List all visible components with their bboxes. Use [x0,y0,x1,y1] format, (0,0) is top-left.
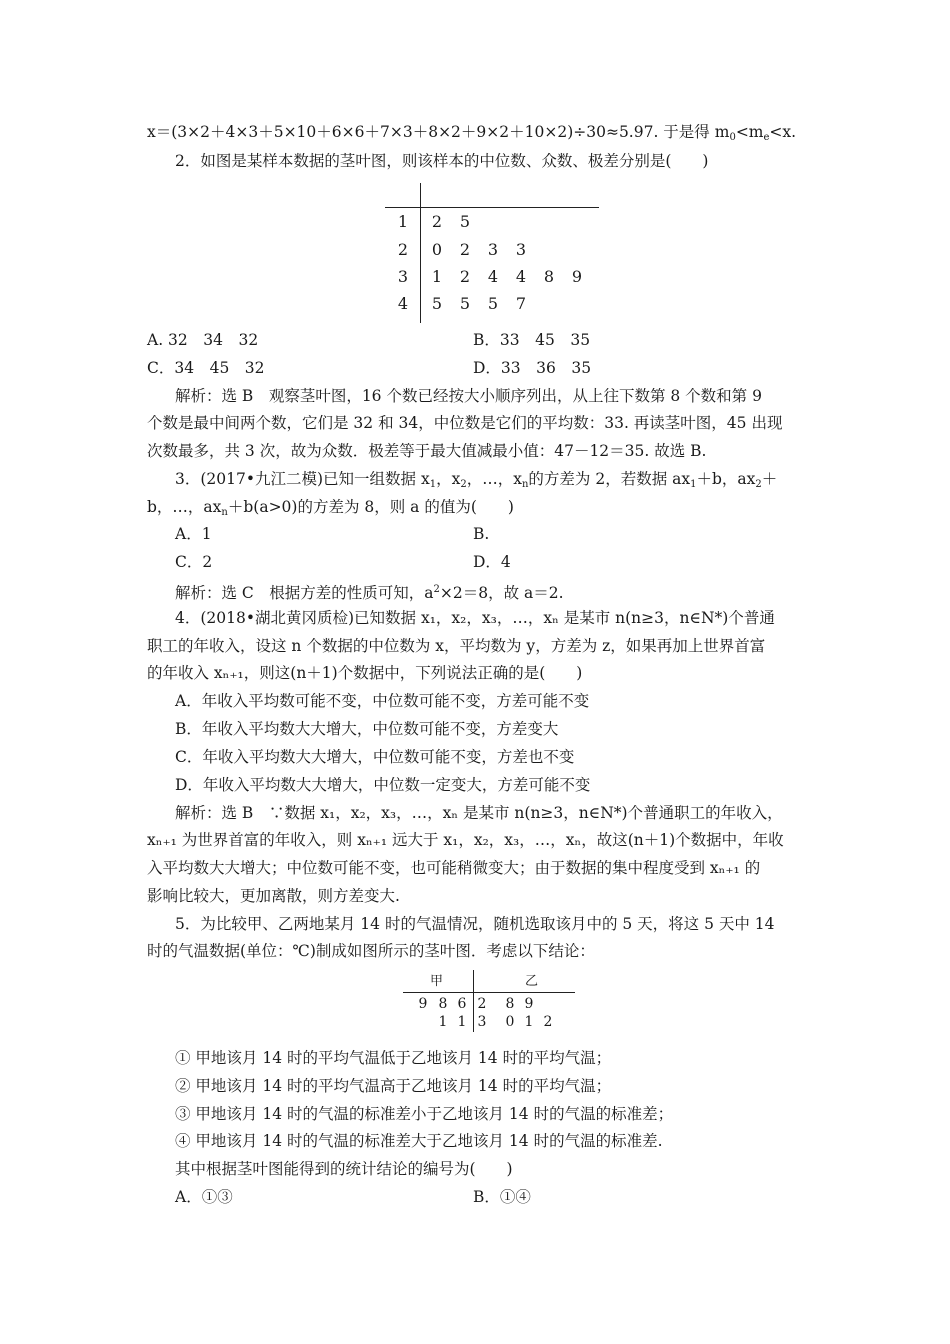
leaf-value: 1 [431,267,443,286]
leaf-value: 5 [487,294,499,313]
subscript: 2 [755,479,762,490]
q3-option-d: D．4 [473,553,511,571]
leaf-value: 0 [431,240,443,259]
subscript: 1 [690,479,697,490]
q4-line-1: 4．(2018•湖北黄冈质检)已知数据 x₁，x₂，x₃，…，xₙ 是某市 n(n≥3，n∈N*)个普通 [175,609,775,627]
leaf-value: 9 [571,267,583,286]
q3-option-b: B. [473,525,490,543]
leaf-value: 5 [459,212,471,231]
q2-solution-line: 次数最多，共 3 次，故为众数．极差等于最大值减最小值：47－12＝35. 故选 B. [147,442,707,460]
q5-line-1: 5．为比较甲、乙两地某月 14 时的气温情况，随机选取该月中的 5 天，将这 5 天中 14 [175,915,775,933]
text: ＋ [761,470,778,488]
q3-line-2 [147,497,514,523]
plot-divider-vertical [473,970,474,1032]
subscript: 0 [729,132,736,143]
q5-statement: ③ 甲地该月 14 时的气温的标准差小于乙地该月 14 时的气温的标准差； [175,1105,674,1123]
q4-solution-line: 入平均数大大增大；中位数可能不变，也可能稍微变大；由于数据的集中程度受到 xₙ₊₁ 的 [147,859,761,877]
text: ，…，x [466,470,522,488]
q4-line-2: 职工的年收入，设这 n 个数据的中位数为 x，平均数为 y，方差为 z，如果再加上世界首富 [147,637,766,655]
leaf-value: 2 [459,267,471,286]
plot-header-right: 乙 [525,974,539,989]
leaf-value-right: 9 [524,996,534,1012]
plot-divider-horizontal [403,992,575,993]
subscript: 2 [460,479,467,490]
q5-option-b: B．①④ [473,1188,531,1206]
plot-header-left: 甲 [430,974,444,989]
stem-value: 3 [397,267,409,286]
q4-option-a: A．年收入平均数可能不变，中位数可能不变，方差可能不变 [175,692,590,710]
q2-solution-line: 解析：选 B 观察茎叶图，16 个数已经按大小顺序列出，从上往下数第 8 个数和第 9 [175,387,762,405]
stem-value: 3 [477,1014,487,1030]
q4-option-b: B．年收入平均数大大增大，中位数可能不变，方差变大 [175,720,559,738]
q3-solution [175,580,564,603]
stem-value: 2 [477,996,487,1012]
leaf-value: 5 [431,294,443,313]
leaf-value-left: 8 [438,996,448,1012]
stem-value: 1 [397,212,409,231]
leaf-value: 3 [515,240,527,259]
q5-statement: ④ 甲地该月 14 时的气温的标准差大于乙地该月 14 时的气温的标准差. [175,1132,663,1150]
stem-value: 4 [397,294,409,313]
continuation-line [147,122,796,148]
q2-solution-line: 个数是最中间两个数，它们是 32 和 34，中位数是它们的平均数：33. 再读茎叶图，45 出现 [147,414,783,432]
subscript: e [763,132,770,143]
leaf-value-right: 1 [524,1014,534,1030]
q2-option-b: B．33 45 35 [473,331,591,349]
q5-option-a: A．①③ [175,1188,233,1206]
q4-option-d: D．年收入平均数大大增大，中位数一定变大，方差可能不变 [175,776,591,794]
leaf-value: 3 [487,240,499,259]
q4-solution-line: 解析：选 B ∵数据 x₁，x₂，x₃，…，xₙ 是某市 n(n≥3，n∈N*)个普通职工的年收入， [175,804,783,822]
q2-option-c: C．34 45 32 [147,359,265,377]
q3-option-c: C．2 [175,553,213,571]
q2-stem: 2．如图是某样本数据的茎叶图，则该样本的中位数、众数、极差分别是( ) [175,152,709,170]
formula-text: <x. [769,123,797,141]
leaf-value-right: 8 [505,996,515,1012]
q4-solution-line: xₙ₊₁ 为世界首富的年收入，则 xₙ₊₁ 远大于 x₁，x₂，x₃，…，xₙ，故这(n＋1)个数据中，年收 [147,831,784,849]
leaf-value: 5 [459,294,471,313]
q5-line-2: 时的气温数据(单位：℃)制成如图所示的茎叶图．考虑以下结论： [147,942,595,960]
leaf-value: 2 [459,240,471,259]
formula-text: <m [735,123,764,141]
formula-text: x＝(3×2＋4×3＋5×10＋6×6＋7×3＋8×2＋9×2＋10×2)÷30≈5.97. 于是得 m [147,123,730,141]
superscript: 2 [433,584,440,595]
plot-divider-horizontal [385,207,599,208]
q4-line-3: 的年收入 xₙ₊₁，则这(n＋1)个数据中，下列说法正确的是( ) [147,664,583,682]
plot-divider-vertical [420,183,421,323]
leaf-value: 8 [543,267,555,286]
leaf-value: 4 [487,267,499,286]
leaf-value: 4 [515,267,527,286]
q2-option-a: A. 32 34 32 [147,331,259,349]
q4-solution-line: 影响比较大，更加离散，则方差变大. [147,887,400,905]
q5-statement: ① 甲地该月 14 时的平均气温低于乙地该月 14 时的平均气温； [175,1049,612,1067]
text: b，…，ax [147,498,222,516]
q3-line-1 [175,469,777,495]
text: ＋b，ax [696,470,756,488]
leaf-value-left: 6 [457,996,467,1012]
subscript: n [221,507,228,518]
subscript: n [521,479,529,490]
text: 解析：选 C 根据方差的性质可知，a [175,584,434,602]
text: 的方差为 2，若数据 ax [528,470,691,488]
leaf-value-left: 9 [418,996,428,1012]
subscript: 1 [429,479,437,490]
leaf-value-right: 0 [505,1014,515,1030]
q4-option-c: C．年收入平均数大大增大，中位数可能不变，方差也不变 [175,748,575,766]
q2-option-d: D．33 36 35 [473,359,592,377]
stem-value: 2 [397,240,409,259]
text: ，x [436,470,461,488]
text: ＋b(a>0)的方差为 8，则 a 的值为( ) [227,498,514,516]
q3-option-a: A．1 [175,525,212,543]
leaf-value: 2 [431,212,443,231]
text: ×2＝8，故 a＝2. [439,584,564,602]
leaf-value-left: 1 [457,1014,467,1030]
q5-question: 其中根据茎叶图能得到的统计结论的编号为( ) [175,1160,513,1178]
leaf-value: 7 [515,294,527,313]
q5-statement: ② 甲地该月 14 时的平均气温高于乙地该月 14 时的平均气温； [175,1077,612,1095]
leaf-value-right: 2 [543,1014,553,1030]
text: 3．(2017•九江二模)已知一组数据 x [175,470,430,488]
leaf-value-left: 1 [438,1014,448,1030]
